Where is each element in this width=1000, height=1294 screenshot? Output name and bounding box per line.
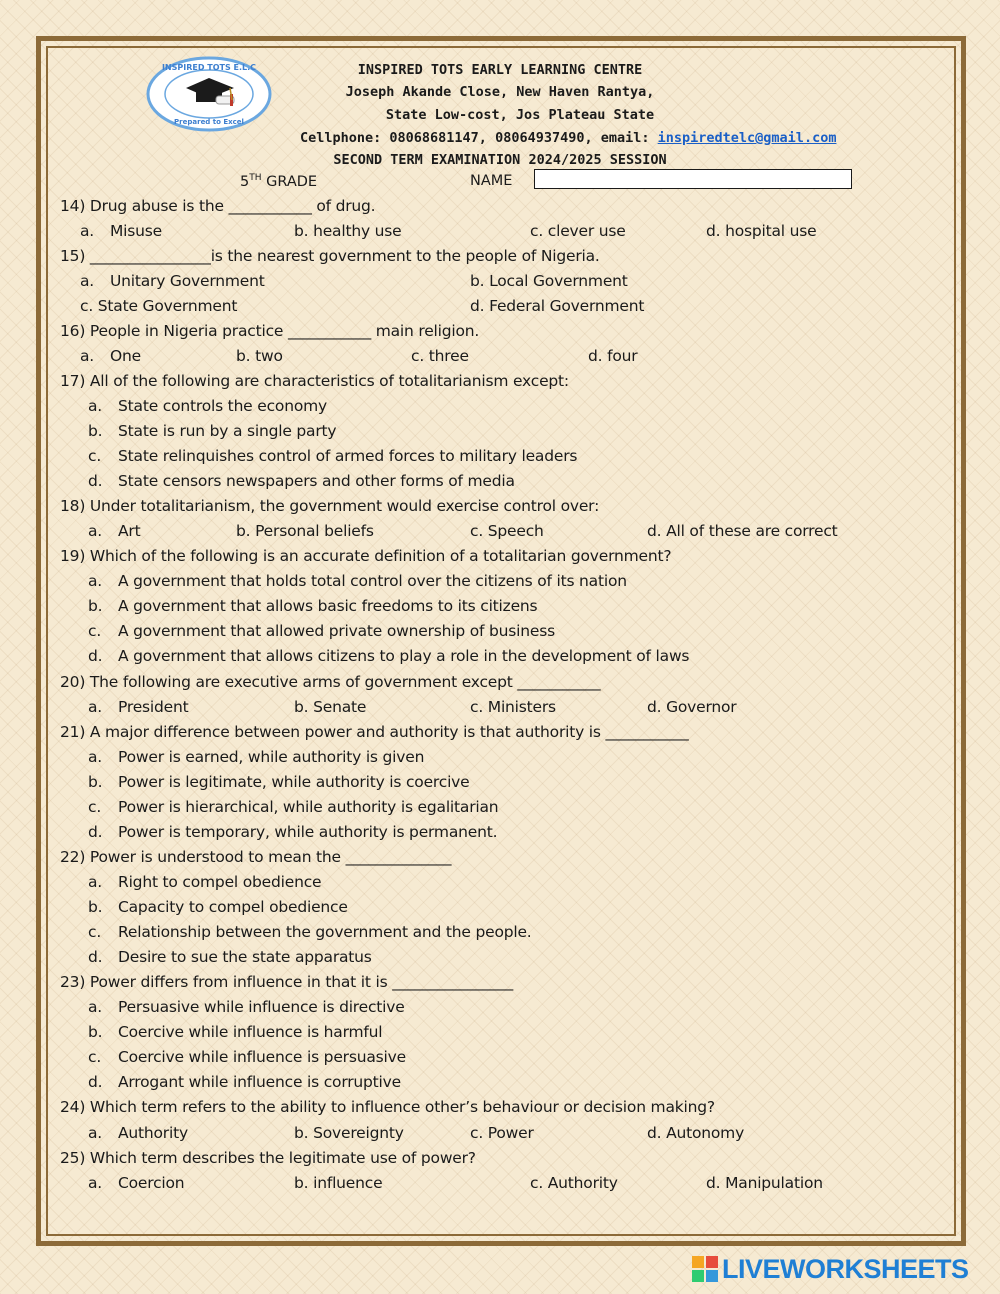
question-17: 17) All of the following are characteristics of totalitarianism except: <box>60 372 569 390</box>
q14-option-a[interactable]: a. Misuse <box>80 222 162 240</box>
q21-option-c[interactable]: c. Power is hierarchical, while authority is egalitarian <box>88 798 499 816</box>
q15-option-a[interactable]: a. Unitary Government <box>80 272 265 290</box>
q21-option-a[interactable]: a. Power is earned, while authority is given <box>88 748 425 766</box>
q24-option-d[interactable]: d. Autonomy <box>647 1124 745 1142</box>
question-14: 14) Drug abuse is the ___________ of drug. <box>60 197 376 215</box>
q23-option-c[interactable]: c. Coercive while influence is persuasive <box>88 1048 406 1066</box>
q22-option-d[interactable]: d. Desire to sue the state apparatus <box>88 948 372 966</box>
school-name: INSPIRED TOTS EARLY LEARNING CENTRE <box>357 62 643 78</box>
question-22: 22) Power is understood to mean the ______________ <box>60 848 452 866</box>
liveworksheets-brand[interactable] <box>692 1255 969 1283</box>
q21-option-b[interactable]: b. Power is legitimate, while authority is coercive <box>88 773 470 791</box>
q16-option-d[interactable]: d. four <box>588 347 638 365</box>
q16-option-b[interactable]: b. two <box>236 347 283 365</box>
q22-option-a[interactable]: a. Right to compel obedience <box>88 873 322 891</box>
q25-option-c[interactable]: c. Authority <box>530 1174 618 1192</box>
question-19: 19) Which of the following is an accurate definition of a totalitarian government? <box>60 547 672 565</box>
contact-text: Cellphone: 08068681147, 08064937490, email: <box>300 130 650 146</box>
school-logo <box>146 56 272 132</box>
q17-option-d[interactable]: d. State censors newspapers and other forms of media <box>88 472 515 490</box>
q19-option-d[interactable]: d. A government that allows citizens to play a role in the development of laws <box>88 647 690 665</box>
q18-option-d[interactable]: d. All of these are correct <box>647 522 838 540</box>
q24-option-b[interactable]: b. Sovereignty <box>294 1124 404 1142</box>
q24-option-c[interactable]: c. Power <box>470 1124 534 1142</box>
question-20: 20) The following are executive arms of government except ___________ <box>60 673 601 691</box>
exam-title: SECOND TERM EXAMINATION 2024/2025 SESSION <box>333 152 667 168</box>
email-link[interactable]: inspiredtelc@gmail.com <box>657 130 837 146</box>
q14-option-b[interactable]: b. healthy use <box>294 222 402 240</box>
logo-top-text: INSPIRED TOTS E.L.C <box>161 63 257 72</box>
q20-option-c[interactable]: c. Ministers <box>470 698 556 716</box>
q25-option-a[interactable]: a. Coercion <box>88 1174 185 1192</box>
q19-option-a[interactable]: a. A government that holds total control over the citizens of its nation <box>88 572 627 590</box>
question-15: 15) ________________is the nearest government to the people of Nigeria. <box>60 247 600 265</box>
q14-option-c[interactable]: c. clever use <box>530 222 626 240</box>
q24-option-a[interactable]: a. Authority <box>88 1124 188 1142</box>
logo-bottom-text: Prepared to Excel <box>174 118 244 126</box>
contact-line <box>300 130 836 146</box>
address-line-2: State Low-cost, Jos Plateau State <box>385 107 655 123</box>
grade-label: 5TH GRADE <box>240 173 318 190</box>
q21-option-d[interactable]: d. Power is temporary, while authority is permanent. <box>88 823 498 841</box>
q16-option-c[interactable]: c. three <box>411 347 469 365</box>
q25-option-d[interactable]: d. Manipulation <box>706 1174 823 1192</box>
question-16: 16) People in Nigeria practice ___________ main religion. <box>60 322 480 340</box>
question-24: 24) Which term refers to the ability to influence other’s behaviour or decision making? <box>60 1098 715 1116</box>
q18-option-b[interactable]: b. Personal beliefs <box>236 522 374 540</box>
q22-option-c[interactable]: c. Relationship between the government and the people. <box>88 923 532 941</box>
q22-option-b[interactable]: b. Capacity to compel obedience <box>88 898 348 916</box>
q20-option-a[interactable]: a. President <box>88 698 189 716</box>
q17-option-b[interactable]: b. State is run by a single party <box>88 422 337 440</box>
q18-option-a[interactable]: a. Art <box>88 522 141 540</box>
q23-option-d[interactable]: d. Arrogant while influence is corruptive <box>88 1073 401 1091</box>
q20-option-d[interactable]: d. Governor <box>647 698 737 716</box>
liveworksheets-logo-icon <box>692 1256 718 1282</box>
question-23: 23) Power differs from influence in that it is ________________ <box>60 973 513 991</box>
q23-option-a[interactable]: a. Persuasive while influence is directive <box>88 998 405 1016</box>
q15-option-d[interactable]: d. Federal Government <box>470 297 645 315</box>
brand-name: LIVEWORKSHEETS <box>722 1253 969 1284</box>
q17-option-a[interactable]: a. State controls the economy <box>88 397 327 415</box>
q19-option-b[interactable]: b. A government that allows basic freedoms to its citizens <box>88 597 538 615</box>
address-line-1: Joseph Akande Close, New Haven Rantya, <box>345 84 655 100</box>
q19-option-c[interactable]: c. A government that allowed private ownership of business <box>88 622 555 640</box>
question-25: 25) Which term describes the legitimate use of power? <box>60 1149 476 1167</box>
q23-option-b[interactable]: b. Coercive while influence is harmful <box>88 1023 383 1041</box>
name-label: NAME <box>470 173 513 189</box>
q15-option-c[interactable]: c. State Government <box>80 297 238 315</box>
q17-option-c[interactable]: c. State relinquishes control of armed forces to military leaders <box>88 447 578 465</box>
q16-option-a[interactable]: a. One <box>80 347 141 365</box>
q20-option-b[interactable]: b. Senate <box>294 698 367 716</box>
q14-option-d[interactable]: d. hospital use <box>706 222 817 240</box>
q18-option-c[interactable]: c. Speech <box>470 522 544 540</box>
q25-option-b[interactable]: b. influence <box>294 1174 383 1192</box>
q15-option-b[interactable]: b. Local Government <box>470 272 628 290</box>
question-21: 21) A major difference between power and authority is that authority is ___________ <box>60 723 689 741</box>
name-input[interactable] <box>534 169 852 189</box>
question-18: 18) Under totalitarianism, the government would exercise control over: <box>60 497 600 515</box>
